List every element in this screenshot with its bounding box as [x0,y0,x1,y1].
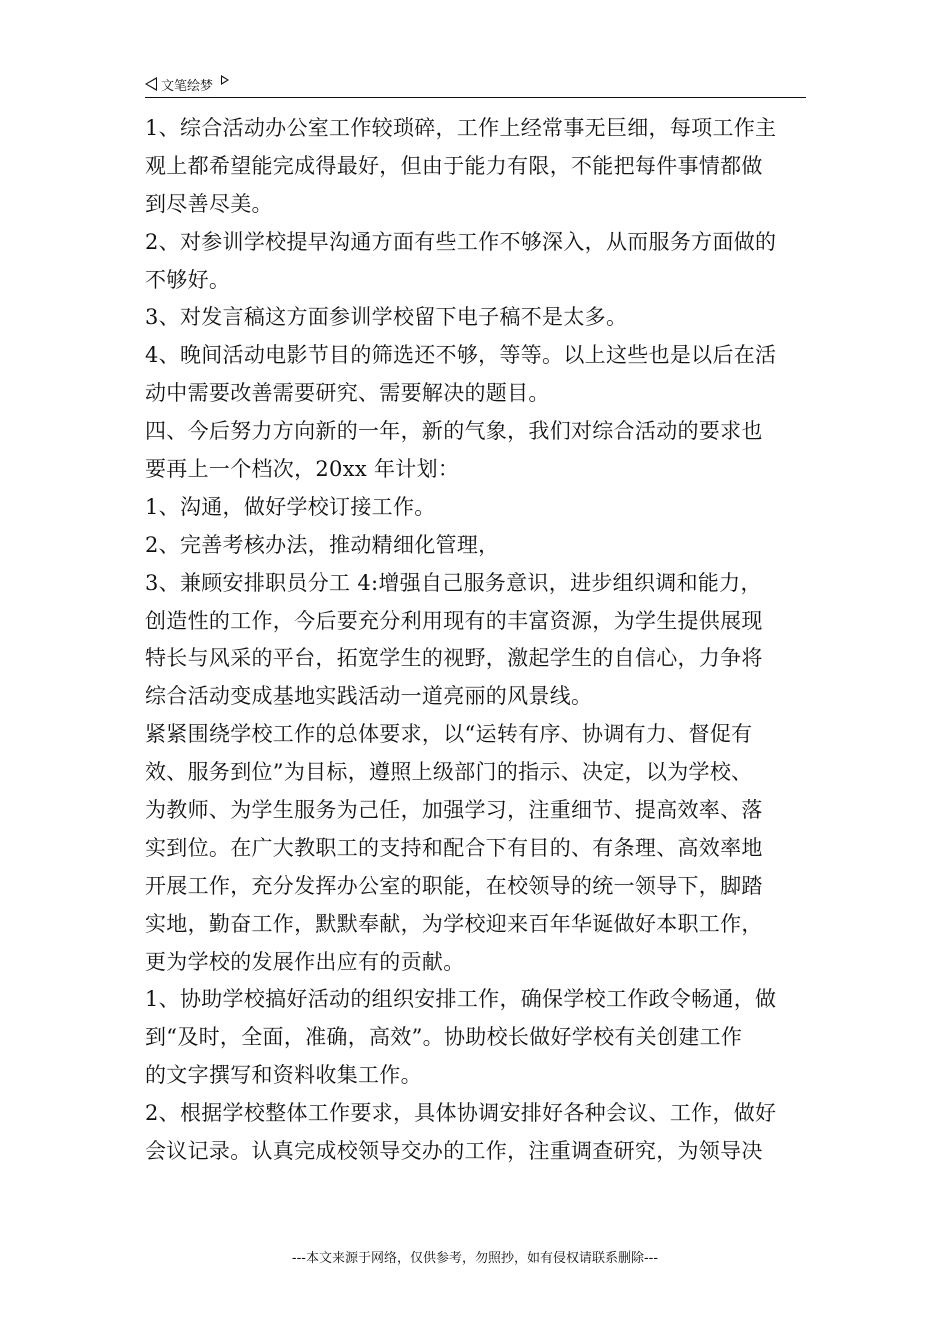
footer-disclaimer: ---本文来源于网络，仅供参考，勿照抄，如有侵权请联系删除--- [291,1251,659,1266]
text-line: 不够好。 [145,267,231,292]
text-line: 紧紧围绕学校工作的总体要求，以“运转有序、协调有力、督促有 [145,722,753,747]
document-body [145,110,805,1171]
text-line: 4、晚间活动电影节目的筛选还不够，等等。以上这些也是以后在活 [145,343,777,368]
text-line: 1、沟通，做好学校订接工作。 [145,494,436,519]
header-divider [145,97,806,98]
text-line: 综合活动变成基地实践活动一道亮丽的风景线。 [145,684,593,709]
text-line: 3、对发言稿这方面参训学校留下电子稿不是太多。 [145,305,628,330]
triangle-right-icon [221,75,229,85]
text-line: 动中需要改善需要研究、需要解决的题目。 [145,381,550,406]
text-line: 观上都希望能完成得最好，但由于能力有限，不能把每件事情都做 [145,153,763,178]
text-line: 2、根据学校整体工作要求，具体协调安排好各种会议、工作，做好 [145,1101,777,1126]
header-title: 文笔绘梦 [161,78,214,94]
text-line: 会议记录。认真完成校领导交办的工作，注重调查研究，为领导决 [145,1139,763,1164]
text-line: 到“及时，全面，准确，高效”。协助校长做好学校有关创建工作 [145,1025,743,1050]
text-line: 的文字撰写和资料收集工作。 [145,1063,422,1088]
text-line: 实到位。在广大教职工的支持和配合下有目的、有条理、高效率地 [145,835,763,860]
text-line: 1、协助学校搞好活动的组织安排工作，确保学校工作政令畅通，做 [145,987,777,1012]
text-line: 为教师、为学生服务为己任，加强学习，注重细节、提高效率、落 [145,798,763,823]
text-line: 更为学校的发展作出应有的贡献。 [145,949,465,974]
text-line: 实地，勤奋工作，默默奉献，为学校迎来百年华诞做好本职工作， [145,911,763,936]
page-header [145,72,805,96]
text-line: 创造性的工作，今后要充分利用现有的丰富资源，为学生提供展现 [145,608,763,633]
text-line: 要再上一个档次，20xx 年计划： [145,457,460,482]
text-line: 1、综合活动办公室工作较琐碎，工作上经常事无巨细，每项工作主 [145,116,777,140]
text-line: 到尽善尽美。 [145,191,273,216]
text-line: 3、兼顾安排职员分工 4:增强自己服务意识，进步组织调和能力， [145,570,762,595]
text-line: 2、完善考核办法，推动精细化管理， [145,532,500,557]
text-line: 2、对参训学校提早沟通方面有些工作不够深入，从而服务方面做的 [145,229,777,254]
text-line: 开展工作，充分发挥办公室的职能，在校领导的统一领导下，脚踏 [145,873,763,898]
text-line: 四、今后努力方向新的一年，新的气象，我们对综合活动的要求也 [145,419,763,444]
text-line: 特长与风采的平台，拓宽学生的视野，激起学生的自信心，力争将 [145,646,763,671]
triangle-left-icon [145,77,157,91]
text-line: 效、服务到位”为目标，遵照上级部门的指示、决定，以为学校、 [145,760,753,785]
